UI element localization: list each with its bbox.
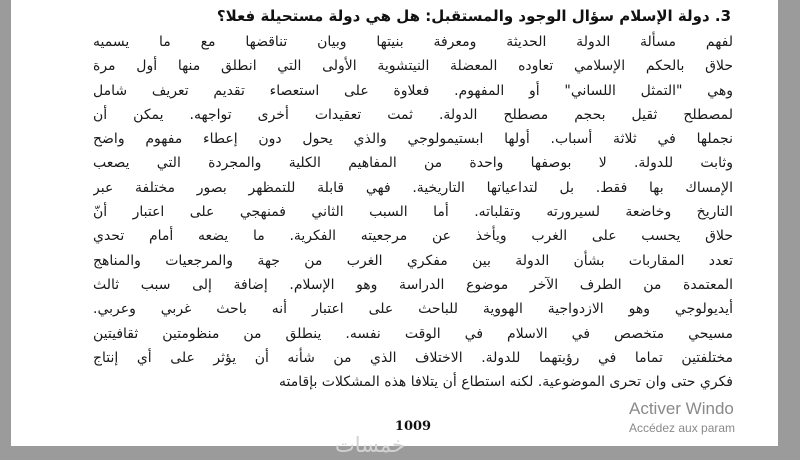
viewer-frame-right [778, 0, 800, 460]
site-watermark: خمسات [335, 433, 406, 457]
text-line: أيديولوجي وهو الازدواجية الهووية للباحث على اعتبار أنه باحث غربي وعربي. [93, 301, 733, 318]
text-line: وثابت للدولة. لا بوصفها واحدة من المفاهيم الكلية والمجردة التي يصعب [93, 155, 733, 172]
text-line: حلاق يحسب على الغرب ويأخذ عن مرجعيته الفكرية. ما يضعه أمام تحدي [93, 228, 733, 245]
text-line: نجملها في ثلاثة أسباب. أولها ابستيمولوجي والذي يحول دون إعطاء مفهوم واضح [93, 131, 733, 148]
activation-title: Activer Windo [629, 399, 734, 418]
text-line: لمصطلح ثقيل بحجم مصطلح الدولة. ثمت تعقيدات أخرى تواجهه. يمكن أن [93, 106, 733, 123]
text-line: تعدد المقاربات بشأن الدولة بين مفكري الغرب من جهة والمرجعيات والمناهج [93, 252, 733, 269]
body-paragraph [93, 30, 733, 394]
activation-subtitle: Accédez aux param [629, 421, 736, 435]
section-heading: 3. دولة الإسلام سؤال الوجود والمستقبل: هل هي دولة مستحيلة فعلا؟ [216, 7, 731, 25]
text-line: التاريخ وخاضعة لسيرورته وتقلباته. أما السبب الثاني فمنهجي على اعتبار أنّ [93, 204, 733, 221]
text-line: وهي "التمثل اللساني" أو المفهوم. فعلاوة على استعصاء تقديم تعريف شامل [93, 82, 733, 99]
viewer-frame-left [0, 0, 11, 460]
page-number: 1009 [394, 419, 432, 434]
text-line: فكري حتى وان تحرى الموضوعية. لكنه استطاع أن يتلافا هذه المشكلات بإقامته [279, 374, 733, 391]
text-line: حلاق بالحكم الإسلامي تعاوده المعضلة النيتشوية الأولى التي انطلق منها أول مرة [93, 58, 733, 75]
text-line: مسيحي متخصص في الاسلام في الوقت نفسه. ينطلق من منظومتين ثقافيتين [93, 325, 733, 342]
text-line: المعتمدة من الطرف الآخر موضوع الدراسة وهو الإسلام. إضافة إلى سبب ثالث [93, 276, 733, 293]
text-line: لفهم مسألة الدولة الحديثة ومعرفة بنيتها وبيان تناقضها مع ما يسميه [93, 34, 733, 50]
windows-activation-notice [629, 398, 735, 436]
document-page [11, 0, 778, 446]
text-line: مختلفتين تماما في رؤيتهما للدولة. الاختلاف الذي من شأنه أن يؤثر على أي إنتاج [93, 349, 733, 366]
text-line: الإمساك بها فقط. بل لتداعياتها التاريخية. فهي قابلة للتمظهر بصور مختلفة عبر [93, 179, 733, 196]
